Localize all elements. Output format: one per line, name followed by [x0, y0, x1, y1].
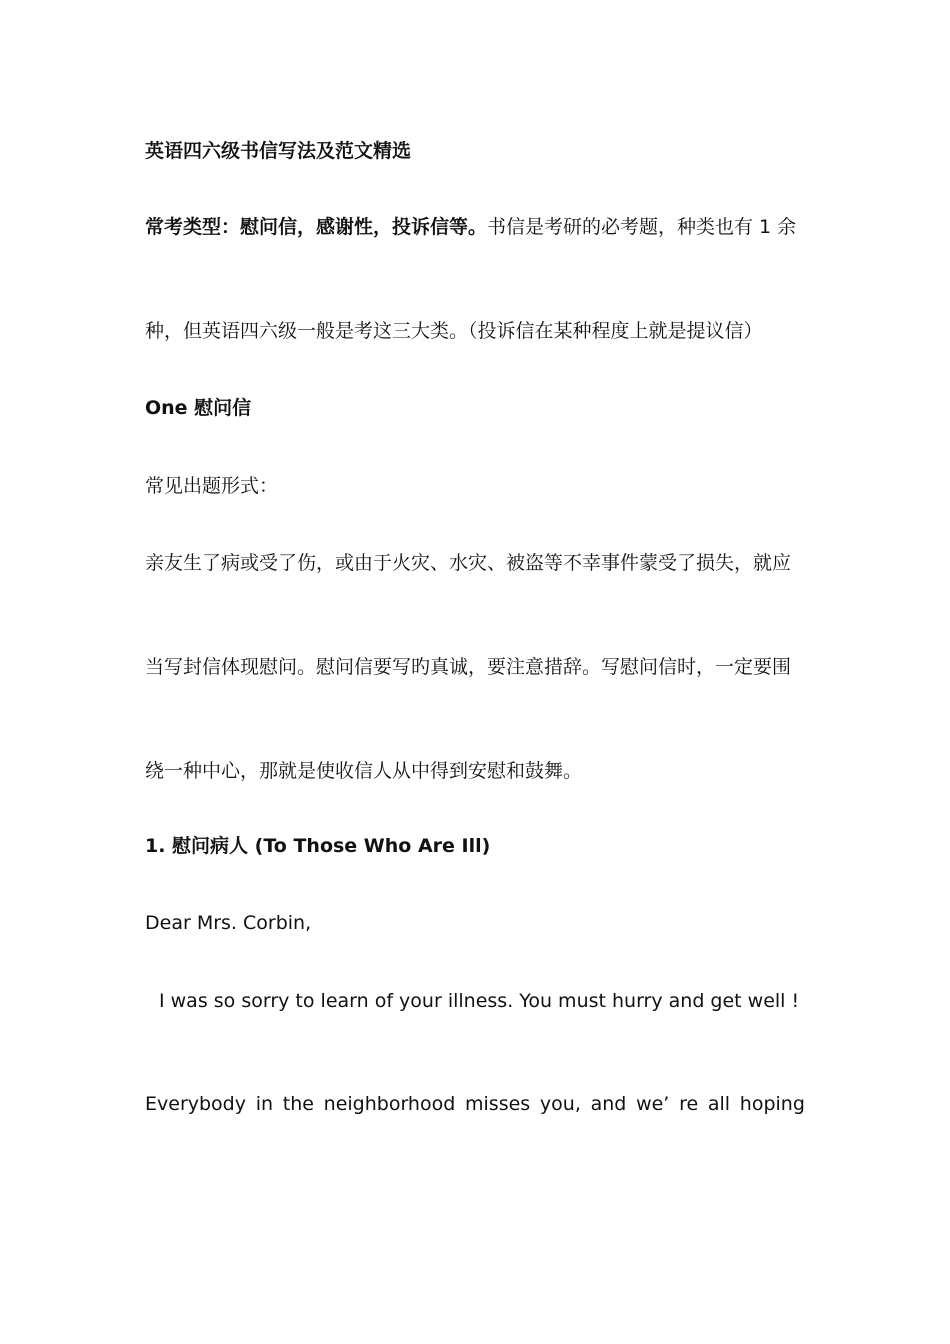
types-paragraph-line-1	[145, 214, 805, 240]
letter-body-line-1: I was so sorry to learn of your illness. You must hurry and get well !	[159, 990, 800, 1012]
types-bold-text: 常考类型：慰问信，感谢性，投诉信等。	[145, 216, 488, 238]
word: re	[679, 1093, 699, 1115]
letter-body-line-2	[145, 1091, 805, 1117]
paragraph-1-line-3: 绕一种中心，那就是使收信人从中得到安慰和鼓舞。	[145, 760, 583, 782]
common-forms-label: 常见出题形式：	[145, 475, 279, 497]
document-title: 英语四六级书信写法及范文精选	[145, 140, 412, 162]
word: hoping	[739, 1093, 805, 1115]
word: misses	[465, 1093, 531, 1115]
paragraph-1-line-2: 当写封信体现慰问。慰问信要写旳真诚，要注意措辞。写慰问信时，一定要围	[145, 656, 792, 678]
word: all	[707, 1093, 731, 1115]
types-paragraph-line-2: 种，但英语四六级一般是考这三大类。（投诉信在某种程度上就是提议信）	[145, 320, 763, 342]
word: in	[255, 1093, 274, 1115]
types-rest-text: 书信是考研的必考题，种类也有 1 余	[487, 216, 797, 238]
word: Everybody	[145, 1093, 246, 1115]
word: the	[282, 1093, 314, 1115]
word: neighborhood	[323, 1093, 456, 1115]
letter-salutation: Dear Mrs. Corbin,	[145, 912, 312, 934]
paragraph-1-line-1: 亲友生了病或受了伤，或由于火灾、水灾、被盗等不幸事件蒙受了损失，就应	[145, 552, 792, 574]
subheading-console-ill: 1. 慰问病人 (To Those Who Are Ill)	[145, 835, 491, 857]
word: you,	[539, 1093, 581, 1115]
word: and	[590, 1093, 627, 1115]
section-heading-one: One 慰问信	[145, 397, 252, 419]
word: we’	[636, 1093, 670, 1115]
